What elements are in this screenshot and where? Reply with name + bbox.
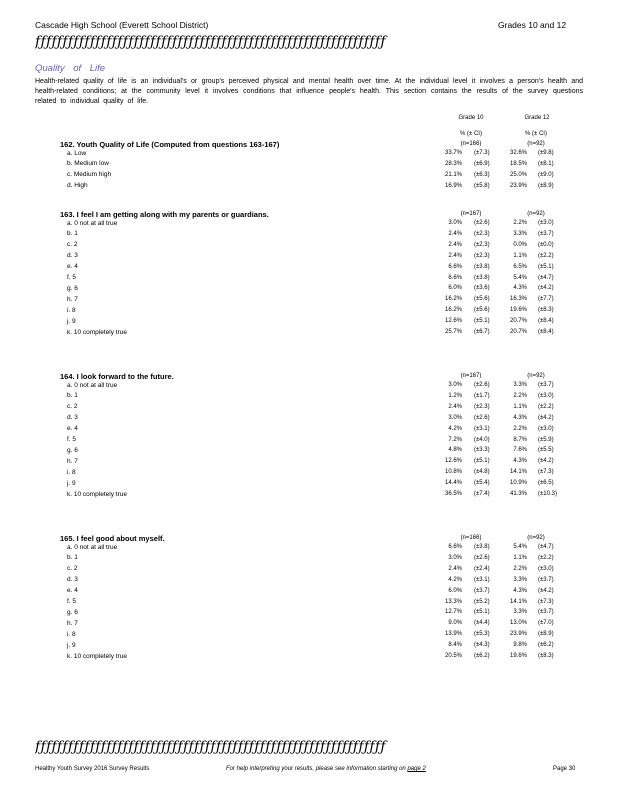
ci-g10: (±3.8)	[474, 263, 490, 270]
footer-help-link[interactable]: page 2	[407, 766, 426, 772]
ci-g10: (±7.3)	[474, 150, 490, 156]
ci-g10: (±5.4)	[474, 480, 490, 487]
ci-g12: (±8.3)	[538, 653, 554, 659]
percent-g10: 6.0%	[448, 587, 462, 594]
percent-g10: 3.0%	[448, 554, 462, 561]
percent-g12: 1.1%	[513, 403, 527, 410]
column-grade-12: Grade 12	[524, 115, 550, 121]
percent-g10: 2.4%	[448, 230, 462, 237]
option-label: a. 0 not at all true	[67, 219, 118, 227]
ci-g10: (±5.8)	[474, 182, 490, 189]
percent-g12: 5.4%	[513, 544, 527, 550]
percent-g10: 7.2%	[448, 436, 462, 443]
percent-g12: 25.0%	[509, 171, 527, 178]
option-label: i. 8	[67, 630, 76, 638]
percent-g12: 1.1%	[513, 252, 527, 259]
question-title: 162. Youth Quality of Life (Computed from questions 163-167)	[60, 140, 280, 149]
ci-g12: (±8.9)	[538, 182, 554, 189]
ci-g10: (±2.4)	[474, 565, 490, 572]
percent-g12: 19.6%	[509, 653, 527, 659]
ci-g10: (±2.3)	[474, 241, 490, 248]
percent-g10: 4.2%	[448, 425, 462, 432]
ci-g10: (±6.3)	[474, 171, 490, 178]
percent-g10: 6.6%	[448, 274, 462, 281]
percent-g10: 16.2%	[444, 296, 462, 303]
ci-g12: (±3.7)	[538, 382, 554, 388]
sample-size-g10: (n=166)	[460, 535, 482, 541]
ci-g10: (±5.3)	[474, 631, 490, 638]
percent-g10: 3.0%	[448, 382, 462, 388]
ci-g12: (±0.0)	[538, 241, 554, 248]
ci-g10: (±3.1)	[474, 425, 490, 432]
percent-g10: 21.1%	[444, 171, 462, 178]
ci-g12: (±3.0)	[538, 220, 554, 226]
percent-g12: 4.3%	[513, 285, 527, 292]
option-label: g. 6	[67, 284, 78, 292]
percent-g10: 16.2%	[444, 307, 462, 314]
percent-g10: 1.2%	[448, 392, 462, 399]
option-label: h. 7	[67, 457, 78, 465]
ci-g12: (±3.0)	[538, 565, 554, 572]
ci-g10: (±5.1)	[474, 609, 490, 616]
percent-g10: 8.4%	[448, 642, 462, 649]
ci-g12: (±8.4)	[538, 318, 554, 325]
percent-g12: 2.2%	[513, 392, 527, 399]
percent-g12: 23.9%	[509, 631, 527, 638]
option-label: d. 3	[67, 576, 78, 584]
question-title: 163. I feel I am getting along with my parents or guardians.	[60, 210, 269, 219]
ci-g12: (±8.4)	[538, 329, 554, 335]
option-label: e. 4	[67, 425, 78, 433]
percent-g10: 14.4%	[444, 480, 462, 487]
question-title: 164. I look forward to the future.	[60, 372, 174, 381]
percent-g12: 6.5%	[513, 263, 527, 270]
percent-g10: 16.9%	[444, 182, 462, 189]
ci-g12: (±8.9)	[538, 631, 554, 638]
percent-g12: 2.2%	[513, 425, 527, 432]
ci-g10: (±4.0)	[474, 436, 490, 443]
percent-g12: 41.3%	[509, 491, 527, 497]
percent-g12: 2.2%	[513, 565, 527, 572]
percent-g10: 6.6%	[448, 544, 462, 550]
percent-g10: 12.6%	[444, 318, 462, 325]
percent-g12: 1.1%	[513, 554, 527, 561]
ci-g10: (±2.6)	[474, 554, 490, 561]
percent-g10: 20.5%	[444, 653, 462, 659]
ci-g10: (±6.7)	[474, 329, 490, 335]
percent-g12: 3.3%	[513, 576, 527, 583]
ci-g10: (±3.8)	[474, 274, 490, 281]
ci-g12: (±5.5)	[538, 447, 554, 454]
percent-g10: 36.5%	[444, 491, 462, 497]
option-label: h. 7	[67, 295, 78, 303]
footer-help-text	[226, 766, 426, 772]
ci-g12: (±7.3)	[538, 598, 554, 605]
ci-g12: (±7.3)	[538, 469, 554, 476]
option-label: c. 2	[67, 403, 78, 411]
ci-g10: (±6.9)	[474, 160, 490, 167]
ci-g10: (±3.8)	[474, 544, 490, 550]
ci-g10: (±2.6)	[474, 220, 490, 226]
percent-g10: 13.9%	[444, 631, 462, 638]
ci-g12: (±6.2)	[538, 642, 554, 649]
option-label: d. 3	[67, 252, 78, 260]
ci-g10: (±5.1)	[474, 458, 490, 465]
footer-help-prefix: For help interpreting your results, please see information starting on	[226, 766, 408, 772]
ci-g12: (±4.7)	[538, 544, 554, 550]
question-title: 165. I feel good about myself.	[60, 534, 165, 543]
ci-g12: (±10.3)	[538, 491, 557, 497]
ci-g10: (±5.6)	[474, 307, 490, 314]
ci-g10: (±2.6)	[474, 414, 490, 421]
percent-g12: 0.0%	[513, 241, 527, 248]
percent-g12: 2.2%	[513, 220, 527, 226]
option-label: f. 5	[67, 598, 77, 605]
ci-g10: (±5.1)	[474, 318, 490, 325]
option-label: i. 8	[67, 468, 76, 476]
option-label: i. 8	[67, 306, 76, 314]
percent-g10: 3.0%	[448, 220, 462, 226]
section-intro: Health-related quality of life is an individual's or group's perceived physical and mental health over time. At the individual level it involves a person's health and health-related conditions; at the community level it involves conditions that influence people's health. This section contains the results of the survey questions related to individual quality of life.	[35, 78, 583, 105]
ci-g12: (±4.2)	[538, 285, 554, 292]
sample-size-g10: (n=167)	[460, 373, 482, 379]
sample-size-g12: (n=92)	[527, 373, 545, 379]
percent-g12: 14.1%	[509, 598, 527, 605]
option-label: g. 6	[67, 608, 78, 616]
option-label: b. 1	[67, 554, 78, 562]
option-label: b. 1	[67, 392, 78, 400]
ci-g12: (±8.3)	[538, 307, 554, 314]
column-metric-g12: % (± CI)	[525, 131, 547, 137]
percent-g12: 18.5%	[509, 160, 527, 167]
ci-g12: (±8.1)	[538, 160, 554, 167]
ci-g10: (±4.3)	[474, 642, 490, 649]
percent-g12: 4.3%	[513, 587, 527, 594]
percent-g12: 14.1%	[509, 469, 527, 476]
ci-g12: (±9.0)	[538, 171, 554, 178]
footer-survey-title: Healthy Youth Survey 2016 Survey Results	[35, 766, 150, 772]
percent-g12: 8.7%	[513, 436, 527, 443]
ci-g12: (±3.7)	[538, 576, 554, 583]
ci-g10: (±4.8)	[474, 469, 490, 476]
ci-g10: (±3.7)	[474, 587, 490, 594]
option-label: h. 7	[67, 619, 78, 627]
ci-g10: (±1.7)	[474, 392, 490, 399]
column-grade-10: Grade 10	[458, 115, 484, 121]
percent-g10: 6.0%	[448, 285, 462, 292]
option-label: j. 9	[67, 317, 76, 325]
option-label: k. 10 completely true	[67, 490, 127, 498]
ci-g12: (±5.9)	[538, 436, 554, 443]
percent-g12: 23.9%	[509, 182, 527, 189]
percent-g12: 4.3%	[513, 458, 527, 465]
percent-g10: 3.0%	[448, 414, 462, 421]
footer-page-number: Page 30	[553, 766, 576, 772]
percent-g12: 9.8%	[513, 642, 527, 649]
option-label: d. High	[67, 182, 88, 190]
ci-g10: (±3.3)	[474, 447, 490, 454]
option-label: e. 4	[67, 263, 78, 271]
ci-g10: (±6.2)	[474, 653, 490, 659]
report-grades: Grades 10 and 12	[498, 20, 567, 30]
sample-size-g12: (n=92)	[527, 141, 545, 147]
percent-g10: 2.4%	[448, 403, 462, 410]
option-label: j. 9	[67, 479, 76, 487]
percent-g12: 13.0%	[509, 620, 527, 627]
option-label: a. 0 not at all true	[67, 543, 118, 551]
option-label: b. Medium low	[67, 160, 109, 168]
option-label: e. 4	[67, 587, 78, 595]
percent-g10: 25.7%	[444, 329, 462, 335]
percent-g12: 16.3%	[509, 296, 527, 303]
ci-g12: (±2.2)	[538, 252, 554, 259]
ci-g10: (±3.1)	[474, 576, 490, 583]
option-label: c. 2	[67, 565, 78, 573]
percent-g10: 10.8%	[444, 469, 462, 476]
ci-g12: (±4.7)	[538, 274, 554, 281]
ci-g10: (±2.6)	[474, 382, 490, 388]
percent-g10: 13.3%	[444, 598, 462, 605]
percent-g10: 2.4%	[448, 241, 462, 248]
option-label: f. 5	[67, 436, 77, 443]
option-label: f. 5	[67, 274, 77, 281]
ci-g12: (±6.5)	[538, 480, 554, 487]
option-label: a. 0 not at all true	[67, 381, 118, 389]
option-label: a. Low	[67, 149, 87, 157]
ci-g10: (±2.3)	[474, 230, 490, 237]
option-label: c. Medium high	[67, 171, 112, 179]
report-school-name: Cascade High School (Everett School District)	[35, 20, 209, 30]
section-title: Quality of Life	[35, 63, 106, 74]
percent-g12: 4.3%	[513, 414, 527, 421]
percent-g10: 6.6%	[448, 263, 462, 270]
percent-g10: 2.4%	[448, 565, 462, 572]
ci-g12: (±5.1)	[538, 263, 554, 270]
ci-g10: (±2.3)	[474, 252, 490, 259]
percent-g10: 28.3%	[444, 160, 462, 167]
percent-g10: 33.7%	[444, 150, 462, 156]
percent-g12: 3.3%	[513, 382, 527, 388]
option-label: g. 6	[67, 446, 78, 454]
percent-g12: 10.9%	[509, 480, 527, 487]
percent-g10: 9.0%	[448, 620, 462, 627]
sample-size-g10: (n=166)	[460, 141, 482, 147]
option-label: j. 9	[67, 641, 76, 649]
percent-g10: 4.8%	[448, 447, 462, 454]
percent-g12: 20.7%	[509, 318, 527, 325]
percent-g10: 12.6%	[444, 458, 462, 465]
ci-g12: (±3.7)	[538, 609, 554, 616]
decorative-rule-bottom: ƒƒƒƒƒƒƒƒƒƒƒƒƒƒƒƒƒƒƒƒƒƒƒƒƒƒƒƒƒƒƒƒƒƒƒƒƒƒƒƒƒƒƒƒƒƒƒƒƒƒƒƒƒƒƒƒƒƒƒƒƒƒƒƒ	[35, 739, 386, 755]
percent-g12: 5.4%	[513, 274, 527, 281]
ci-g12: (±9.8)	[538, 150, 554, 156]
ci-g12: (±2.2)	[538, 403, 554, 410]
sample-size-g12: (n=92)	[527, 211, 545, 217]
percent-g10: 2.4%	[448, 252, 462, 259]
ci-g12: (±4.2)	[538, 458, 554, 465]
ci-g12: (±3.7)	[538, 230, 554, 237]
ci-g12: (±7.0)	[538, 620, 554, 627]
ci-g12: (±2.2)	[538, 554, 554, 561]
ci-g12: (±3.0)	[538, 392, 554, 399]
ci-g10: (±3.6)	[474, 285, 490, 292]
ci-g12: (±3.0)	[538, 425, 554, 432]
option-label: k. 10 completely true	[67, 652, 127, 660]
ci-g10: (±4.4)	[474, 620, 490, 627]
ci-g12: (±7.7)	[538, 296, 554, 303]
percent-g12: 20.7%	[509, 329, 527, 335]
ci-g10: (±7.4)	[474, 491, 490, 497]
ci-g12: (±4.2)	[538, 587, 554, 594]
option-label: d. 3	[67, 414, 78, 422]
option-label: c. 2	[67, 241, 78, 249]
ci-g10: (±5.6)	[474, 296, 490, 303]
percent-g10: 12.7%	[444, 609, 462, 616]
percent-g12: 3.3%	[513, 230, 527, 237]
percent-g12: 19.6%	[509, 307, 527, 314]
ci-g12: (±4.2)	[538, 414, 554, 421]
option-label: k. 10 completely true	[67, 328, 127, 336]
option-label: b. 1	[67, 230, 78, 238]
decorative-rule-top: ƒƒƒƒƒƒƒƒƒƒƒƒƒƒƒƒƒƒƒƒƒƒƒƒƒƒƒƒƒƒƒƒƒƒƒƒƒƒƒƒƒƒƒƒƒƒƒƒƒƒƒƒƒƒƒƒƒƒƒƒƒƒƒƒ	[35, 34, 386, 50]
sample-size-g10: (n=167)	[460, 211, 482, 217]
column-metric-g10: % (± CI)	[460, 131, 482, 137]
sample-size-g12: (n=92)	[527, 535, 545, 541]
ci-g10: (±2.3)	[474, 403, 490, 410]
percent-g12: 3.3%	[513, 609, 527, 616]
percent-g12: 32.6%	[509, 150, 527, 156]
percent-g12: 7.6%	[513, 447, 527, 454]
percent-g10: 4.2%	[448, 576, 462, 583]
ci-g10: (±5.2)	[474, 598, 490, 605]
